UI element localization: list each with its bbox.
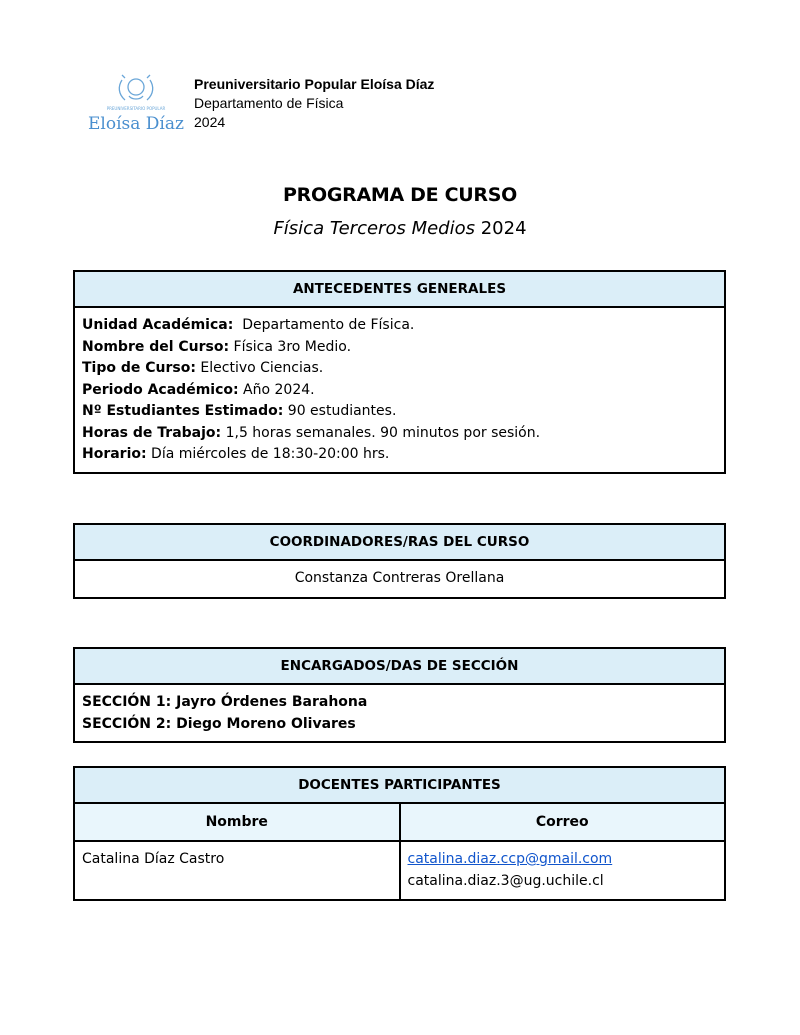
info-row (82, 315, 717, 337)
antecedentes-body (74, 307, 725, 473)
info-label: Periodo Académico: (82, 381, 239, 398)
coordinador-name: Constanza Contreras Orellana (74, 560, 725, 598)
info-value: Departamento de Física. (233, 317, 415, 333)
document-header (88, 70, 508, 140)
info-value: 1,5 horas semanales. 90 minutos por sesión. (221, 424, 541, 441)
info-label: Unidad Académica: (82, 317, 234, 333)
info-value: Física 3ro Medio. (229, 338, 352, 355)
section-item: SECCIÓN 2: Diego Moreno Olivares (82, 715, 356, 732)
info-label: Nº Estudiantes Estimado: (82, 403, 284, 419)
info-label: Nombre del Curso: (82, 338, 230, 355)
info-value: Año 2024. (238, 381, 315, 398)
page-title: PROGRAMA DE CURSO (283, 184, 517, 206)
docente-name: Catalina Díaz Castro (74, 841, 400, 900)
info-value: 90 estudiantes. (283, 403, 397, 419)
info-value: Día miércoles de 18:30-20:00 hrs. (146, 446, 390, 462)
info-row (82, 444, 717, 466)
info-label: Horario: (82, 446, 147, 462)
section-item: SECCIÓN 1: Jayro Órdenes Barahona (82, 694, 368, 710)
coordinadores-table (73, 523, 726, 599)
antecedentes-table (73, 270, 726, 474)
table-row (74, 841, 725, 900)
organization-info (194, 75, 434, 132)
column-header-name: Nombre (74, 803, 400, 841)
info-row (82, 358, 717, 380)
encargados-heading: ENCARGADOS/DAS DE SECCIÓN (74, 648, 725, 684)
info-label: Tipo de Curso: (82, 360, 196, 376)
coordinadores-heading: COORDINADORES/RAS DEL CURSO (74, 524, 725, 560)
eloisa-diaz-logo (88, 70, 184, 136)
docente-email-cell (400, 841, 726, 900)
department-name: Departamento de Física (194, 95, 344, 111)
subtitle-year: 2024 (480, 218, 527, 239)
email-alt: catalina.diaz.3@ug.uchile.cl (407, 872, 604, 889)
info-row (82, 423, 717, 445)
info-row (82, 380, 717, 402)
antecedentes-heading: ANTECEDENTES GENERALES (74, 271, 725, 307)
info-value: Electivo Ciencias. (195, 360, 324, 376)
encargados-table (73, 647, 726, 743)
info-row (82, 401, 717, 423)
svg-text:Eloísa Díaz: Eloísa Díaz (88, 114, 184, 134)
organization-name: Preuniversitario Popular Eloísa Díaz (194, 76, 435, 92)
info-label: Horas de Trabajo: (82, 424, 222, 441)
docentes-table (73, 766, 726, 901)
email-link[interactable]: catalina.diaz.ccp@gmail.com (407, 851, 613, 867)
info-row (82, 337, 717, 359)
docentes-heading: DOCENTES PARTICIPANTES (74, 767, 725, 803)
column-header-email: Correo (400, 803, 726, 841)
subtitle-course: Física Terceros Medios (273, 218, 475, 239)
svg-text:PREUNIVERSITARIO POPULAR: PREUNIVERSITARIO POPULAR (106, 106, 166, 111)
header-year: 2024 (194, 114, 226, 130)
page-subtitle (0, 218, 800, 239)
encargados-body (74, 684, 725, 742)
